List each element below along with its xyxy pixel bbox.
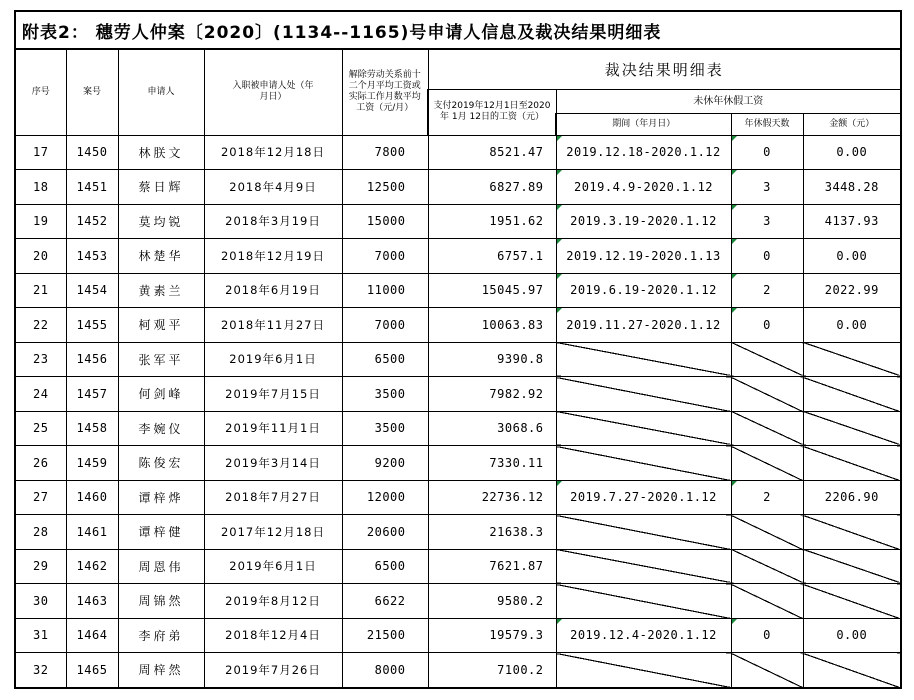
cell-amount: 4137.93	[803, 204, 901, 239]
cell-avg-wage: 11000	[342, 273, 428, 308]
cell-period	[556, 584, 731, 619]
cell-case-no: 1451	[66, 170, 118, 205]
cell-period	[556, 549, 731, 584]
cell-seq: 31	[15, 618, 66, 653]
cell-applicant: 何剑峰	[118, 377, 204, 412]
ruling-table	[14, 10, 902, 689]
cell-wages-paid: 15045.97	[428, 273, 556, 308]
cell-case-no: 1454	[66, 273, 118, 308]
cell-hire-date: 2019年8月12日	[204, 584, 342, 619]
cell-case-no: 1465	[66, 653, 118, 688]
table-row	[15, 411, 901, 446]
cell-seq: 17	[15, 135, 66, 170]
cell-applicant: 黄素兰	[118, 273, 204, 308]
cell-avg-wage: 21500	[342, 618, 428, 653]
cell-leave-days: 2	[731, 480, 803, 515]
cell-seq: 32	[15, 653, 66, 688]
cell-leave-days: 2	[731, 273, 803, 308]
cell-seq: 30	[15, 584, 66, 619]
cell-leave-days	[731, 584, 803, 619]
cell-wages-paid: 6827.89	[428, 170, 556, 205]
table-row	[15, 584, 901, 619]
cell-avg-wage: 3500	[342, 377, 428, 412]
cell-avg-wage: 6622	[342, 584, 428, 619]
table-row	[15, 170, 901, 205]
cell-avg-wage: 7000	[342, 308, 428, 343]
cell-amount	[803, 342, 901, 377]
cell-wages-paid: 9580.2	[428, 584, 556, 619]
cell-amount: 0.00	[803, 239, 901, 274]
cell-case-no: 1458	[66, 411, 118, 446]
cell-seq: 23	[15, 342, 66, 377]
cell-case-no: 1455	[66, 308, 118, 343]
cell-avg-wage: 3500	[342, 411, 428, 446]
header-applicant: 申请人	[118, 49, 204, 135]
cell-case-no: 1453	[66, 239, 118, 274]
cell-amount	[803, 411, 901, 446]
cell-amount: 2022.99	[803, 273, 901, 308]
cell-period	[556, 515, 731, 550]
cell-seq: 28	[15, 515, 66, 550]
cell-wages-paid: 19579.3	[428, 618, 556, 653]
cell-seq: 27	[15, 480, 66, 515]
cell-wages-paid: 6757.1	[428, 239, 556, 274]
cell-leave-days	[731, 549, 803, 584]
cell-avg-wage: 15000	[342, 204, 428, 239]
cell-wages-paid: 8521.47	[428, 135, 556, 170]
table-row	[15, 204, 901, 239]
cell-avg-wage: 7000	[342, 239, 428, 274]
cell-amount	[803, 377, 901, 412]
table-body	[15, 135, 901, 688]
cell-wages-paid: 7100.2	[428, 653, 556, 688]
cell-seq: 24	[15, 377, 66, 412]
cell-avg-wage: 12500	[342, 170, 428, 205]
header-ruling-group: 裁决结果明细表	[428, 49, 901, 89]
cell-period	[556, 653, 731, 688]
cell-amount	[803, 584, 901, 619]
cell-wages-paid: 9390.8	[428, 342, 556, 377]
cell-leave-days	[731, 342, 803, 377]
cell-case-no: 1462	[66, 549, 118, 584]
header-period: 期间（年月日）	[556, 113, 731, 135]
cell-hire-date: 2018年7月27日	[204, 480, 342, 515]
cell-wages-paid: 7330.11	[428, 446, 556, 481]
cell-leave-days	[731, 446, 803, 481]
table-row	[15, 515, 901, 550]
cell-leave-days: 0	[731, 618, 803, 653]
cell-wages-paid: 1951.62	[428, 204, 556, 239]
cell-seq: 20	[15, 239, 66, 274]
table-row	[15, 135, 901, 170]
cell-applicant: 谭梓烨	[118, 480, 204, 515]
table-row	[15, 273, 901, 308]
cell-avg-wage: 12000	[342, 480, 428, 515]
cell-avg-wage: 20600	[342, 515, 428, 550]
table-row	[15, 653, 901, 688]
cell-hire-date: 2018年4月9日	[204, 170, 342, 205]
cell-avg-wage: 6500	[342, 342, 428, 377]
table-row	[15, 618, 901, 653]
cell-case-no: 1450	[66, 135, 118, 170]
cell-applicant: 谭梓健	[118, 515, 204, 550]
cell-seq: 22	[15, 308, 66, 343]
cell-case-no: 1460	[66, 480, 118, 515]
cell-applicant: 周锦然	[118, 584, 204, 619]
cell-applicant: 陈俊宏	[118, 446, 204, 481]
cell-wages-paid: 7982.92	[428, 377, 556, 412]
cell-hire-date: 2018年12月18日	[204, 135, 342, 170]
cell-amount: 2206.90	[803, 480, 901, 515]
cell-period: 2019.3.19-2020.1.12	[556, 204, 731, 239]
header-amount: 金额（元）	[803, 113, 901, 135]
cell-leave-days: 3	[731, 170, 803, 205]
cell-hire-date: 2019年3月14日	[204, 446, 342, 481]
cell-period: 2019.12.19-2020.1.13	[556, 239, 731, 274]
cell-amount	[803, 515, 901, 550]
cell-leave-days	[731, 515, 803, 550]
cell-seq: 25	[15, 411, 66, 446]
cell-hire-date: 2018年3月19日	[204, 204, 342, 239]
cell-leave-days: 0	[731, 239, 803, 274]
table-row	[15, 377, 901, 412]
header-hire-date: 入职被申请人处（年月日）	[204, 49, 342, 135]
cell-applicant: 林朕文	[118, 135, 204, 170]
cell-leave-days	[731, 411, 803, 446]
cell-period: 2019.12.18-2020.1.12	[556, 135, 731, 170]
cell-hire-date: 2018年11月27日	[204, 308, 342, 343]
cell-applicant: 柯观平	[118, 308, 204, 343]
cell-leave-days: 3	[731, 204, 803, 239]
cell-hire-date: 2018年6月19日	[204, 273, 342, 308]
cell-seq: 21	[15, 273, 66, 308]
cell-wages-paid: 10063.83	[428, 308, 556, 343]
header-leave-days: 年休假天数	[731, 113, 803, 135]
cell-hire-date: 2018年12月19日	[204, 239, 342, 274]
cell-avg-wage: 6500	[342, 549, 428, 584]
header-avg-wage: 解除劳动关系前十二个月平均工资或实际工作月数平均工资（元/月）	[342, 49, 428, 135]
cell-period	[556, 411, 731, 446]
cell-hire-date: 2018年12月4日	[204, 618, 342, 653]
cell-period: 2019.7.27-2020.1.12	[556, 480, 731, 515]
cell-amount	[803, 446, 901, 481]
cell-case-no: 1464	[66, 618, 118, 653]
cell-hire-date: 2019年7月26日	[204, 653, 342, 688]
cell-period	[556, 342, 731, 377]
cell-seq: 18	[15, 170, 66, 205]
cell-period: 2019.4.9-2020.1.12	[556, 170, 731, 205]
header-seq: 序号	[15, 49, 66, 135]
cell-leave-days: 0	[731, 135, 803, 170]
cell-case-no: 1457	[66, 377, 118, 412]
cell-seq: 19	[15, 204, 66, 239]
cell-case-no: 1463	[66, 584, 118, 619]
table-row	[15, 480, 901, 515]
cell-period: 2019.12.4-2020.1.12	[556, 618, 731, 653]
table-row	[15, 549, 901, 584]
cell-hire-date: 2019年6月1日	[204, 549, 342, 584]
cell-wages-paid: 22736.12	[428, 480, 556, 515]
cell-case-no: 1456	[66, 342, 118, 377]
cell-avg-wage: 9200	[342, 446, 428, 481]
cell-seq: 26	[15, 446, 66, 481]
table-row	[15, 239, 901, 274]
cell-case-no: 1452	[66, 204, 118, 239]
cell-wages-paid: 7621.87	[428, 549, 556, 584]
cell-hire-date: 2019年7月15日	[204, 377, 342, 412]
cell-leave-days: 0	[731, 308, 803, 343]
cell-wages-paid: 3068.6	[428, 411, 556, 446]
cell-hire-date: 2017年12月18日	[204, 515, 342, 550]
table-row	[15, 342, 901, 377]
detail-sheet	[14, 10, 900, 689]
cell-applicant: 周恩伟	[118, 549, 204, 584]
cell-period	[556, 377, 731, 412]
cell-applicant: 周梓然	[118, 653, 204, 688]
table-title: 附表2： 穗劳人仲案〔2020〕(1134--1165)号申请人信息及裁决结果明细表	[15, 11, 901, 49]
cell-applicant: 蔡日辉	[118, 170, 204, 205]
cell-seq: 29	[15, 549, 66, 584]
header-leave-group: 未休年休假工资	[556, 89, 901, 113]
cell-applicant: 林楚华	[118, 239, 204, 274]
cell-case-no: 1461	[66, 515, 118, 550]
cell-period: 2019.11.27-2020.1.12	[556, 308, 731, 343]
cell-amount: 0.00	[803, 308, 901, 343]
table-row	[15, 446, 901, 481]
cell-leave-days	[731, 653, 803, 688]
cell-amount: 0.00	[803, 618, 901, 653]
table-row	[15, 308, 901, 343]
cell-case-no: 1459	[66, 446, 118, 481]
cell-applicant: 李府弟	[118, 618, 204, 653]
cell-applicant: 莫均锐	[118, 204, 204, 239]
cell-hire-date: 2019年11月1日	[204, 411, 342, 446]
cell-avg-wage: 7800	[342, 135, 428, 170]
header-wages-paid: 支付2019年12月1日至2020年 1月 12日的工资（元）	[428, 89, 556, 135]
cell-applicant: 李婉仪	[118, 411, 204, 446]
cell-amount: 0.00	[803, 135, 901, 170]
cell-amount	[803, 653, 901, 688]
cell-leave-days	[731, 377, 803, 412]
cell-amount: 3448.28	[803, 170, 901, 205]
cell-amount	[803, 549, 901, 584]
cell-period	[556, 446, 731, 481]
cell-hire-date: 2019年6月1日	[204, 342, 342, 377]
cell-period: 2019.6.19-2020.1.12	[556, 273, 731, 308]
cell-avg-wage: 8000	[342, 653, 428, 688]
cell-wages-paid: 21638.3	[428, 515, 556, 550]
header-case-no: 案号	[66, 49, 118, 135]
cell-applicant: 张军平	[118, 342, 204, 377]
